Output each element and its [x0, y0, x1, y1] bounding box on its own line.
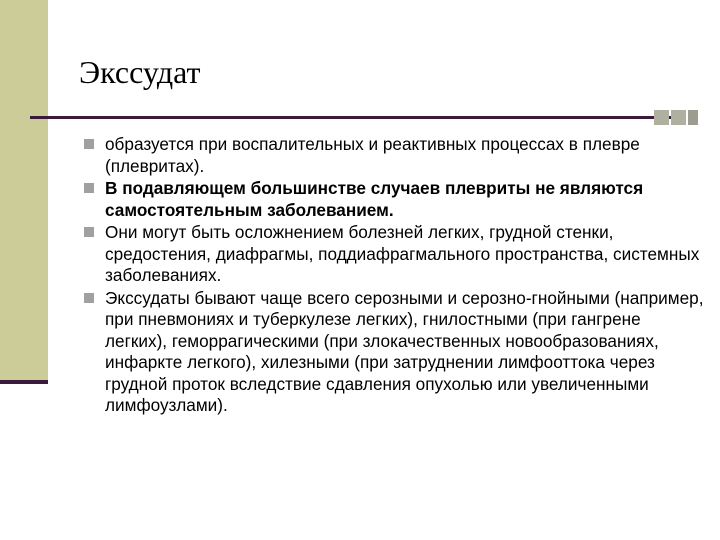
left-band-underline — [0, 380, 48, 384]
bullet-list — [84, 134, 704, 418]
bullet-square-icon — [84, 293, 94, 303]
divider-block-3 — [688, 110, 698, 125]
bullet-square-icon — [84, 183, 94, 193]
bullet-text: Экссудаты бывают чаще всего серозными и серозно-гнойными (например, при пневмониях и туберкулезе легких), гнилостными (при гангрене легких), геморрагическими (при злокачественных новообразованиях, инфаркте легкого), хилезными (при затруднении лимфооттока через грудной проток вследствие сдавления опухолью или увеличенными лимфоузлами). — [105, 287, 704, 415]
bullet-text: Они могут быть осложнением болезней легких, грудной стенки, средостения, диафрагмы, поддиафрагмального пространства, системных заболеваниях. — [105, 222, 700, 285]
bullet-item-4 — [84, 288, 704, 417]
divider-block-1 — [654, 110, 669, 125]
bullet-item-3 — [84, 222, 704, 287]
bullet-square-icon — [84, 227, 94, 237]
bullet-text: В подавляющем большинстве случаев плевриты не являются самостоятельным заболеванием. — [105, 178, 644, 220]
bullet-text: образуется при воспалительных и реактивных процессах в плевре (плевритах). — [105, 134, 640, 176]
divider-block-2 — [671, 110, 686, 125]
bullet-item-1 — [84, 134, 704, 177]
title-divider — [30, 116, 682, 119]
slide-title: Экссудат — [79, 54, 201, 90]
bullet-square-icon — [84, 139, 94, 149]
left-accent-band — [0, 0, 48, 383]
bullet-item-2 — [84, 178, 704, 221]
